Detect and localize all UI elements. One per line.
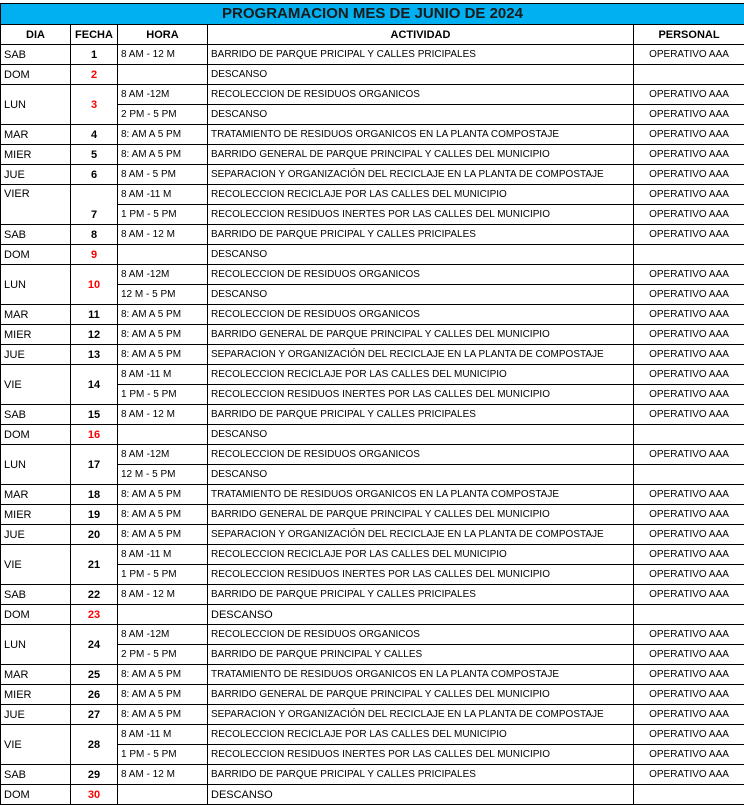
table-row — [1, 665, 744, 685]
date-cell: 3 — [71, 85, 118, 125]
activity-cell: TRATAMIENTO DE RESIDUOS ORGANICOS EN LA PLANTA COMPOSTAJE — [208, 125, 634, 145]
table-row — [1, 785, 744, 805]
table-row — [1, 585, 744, 605]
date-cell: 11 — [71, 305, 118, 325]
day-cell: MIER — [1, 325, 71, 345]
date-cell: 16 — [71, 425, 118, 445]
day-cell: MAR — [1, 125, 71, 145]
time-cell: 8 AM -11 M — [118, 365, 208, 385]
day-cell: DOM — [1, 245, 71, 265]
time-cell: 2 PM - 5 PM — [118, 105, 208, 125]
day-cell: DOM — [1, 65, 71, 85]
time-cell: 8 AM - 12 M — [118, 765, 208, 785]
day-cell: VIE — [1, 725, 71, 765]
date-cell: 29 — [71, 765, 118, 785]
date-cell: 9 — [71, 245, 118, 265]
staff-cell: OPERATIVO AAA — [634, 505, 744, 525]
day-cell: LUN — [1, 445, 71, 485]
activity-cell: TRATAMIENTO DE RESIDUOS ORGANICOS EN LA PLANTA COMPOSTAJE — [208, 665, 634, 685]
staff-cell: OPERATIVO AAA — [634, 285, 744, 305]
table-row — [1, 225, 744, 245]
staff-cell: OPERATIVO AAA — [634, 365, 744, 385]
table-row — [1, 605, 744, 625]
day-cell: LUN — [1, 85, 71, 125]
day-cell: MAR — [1, 665, 71, 685]
staff-cell: OPERATIVO AAA — [634, 685, 744, 705]
activity-cell: BARRIDO DE PARQUE PRINCIPAL Y CALLES — [208, 645, 634, 665]
date-cell: 21 — [71, 545, 118, 585]
activity-cell: BARRIDO DE PARQUE PRICIPAL Y CALLES PRICIPALES — [208, 405, 634, 425]
time-cell: 8: AM A 5 PM — [118, 685, 208, 705]
table-row — [1, 405, 744, 425]
header-actividad: ACTIVIDAD — [208, 25, 634, 45]
time-cell: 8: AM A 5 PM — [118, 525, 208, 545]
activity-cell: BARRIDO GENERAL DE PARQUE PRINCIPAL Y CALLES DEL MUNICIPIO — [208, 685, 634, 705]
table-row — [1, 765, 744, 785]
time-cell: 8 AM -12M — [118, 85, 208, 105]
activity-cell: RECOLECCION RECICLAJE POR LAS CALLES DEL MUNICIPIO — [208, 725, 634, 745]
activity-cell: RECOLECCION RESIDUOS INERTES POR LAS CALLES DEL MUNICIPIO — [208, 385, 634, 405]
time-cell: 1 PM - 5 PM — [118, 205, 208, 225]
activity-cell: TRATAMIENTO DE RESIDUOS ORGANICOS EN LA PLANTA COMPOSTAJE — [208, 485, 634, 505]
activity-cell: DESCANSO — [208, 245, 634, 265]
staff-cell: OPERATIVO AAA — [634, 665, 744, 685]
date-cell: 20 — [71, 525, 118, 545]
time-cell: 12 M - 5 PM — [118, 465, 208, 485]
date-cell: 4 — [71, 125, 118, 145]
table-row — [1, 305, 744, 325]
date-cell: 27 — [71, 705, 118, 725]
staff-cell: OPERATIVO AAA — [634, 445, 744, 465]
activity-cell: BARRIDO GENERAL DE PARQUE PRINCIPAL Y CALLES DEL MUNICIPIO — [208, 325, 634, 345]
activity-cell: SEPARACION Y ORGANIZACIÓN DEL RECICLAJE EN LA PLANTA DE COMPOSTAJE — [208, 525, 634, 545]
time-cell: 8: AM A 5 PM — [118, 325, 208, 345]
staff-cell: OPERATIVO AAA — [634, 565, 744, 585]
header-hora: HORA — [118, 25, 208, 45]
activity-cell: RECOLECCION DE RESIDUOS ORGANICOS — [208, 625, 634, 645]
day-cell: SAB — [1, 585, 71, 605]
activity-cell: BARRIDO DE PARQUE PRICIPAL Y CALLES PRICIPALES — [208, 225, 634, 245]
staff-cell: OPERATIVO AAA — [634, 345, 744, 365]
staff-cell: OPERATIVO AAA — [634, 265, 744, 285]
date-cell: 1 — [71, 45, 118, 65]
day-cell: DOM — [1, 425, 71, 445]
staff-cell: OPERATIVO AAA — [634, 85, 744, 105]
day-cell: JUE — [1, 525, 71, 545]
staff-cell: OPERATIVO AAA — [634, 125, 744, 145]
day-cell: JUE — [1, 345, 71, 365]
staff-cell — [634, 65, 744, 85]
table-row — [1, 265, 744, 285]
header-fecha: FECHA — [71, 25, 118, 45]
day-cell: MIER — [1, 505, 71, 525]
day-cell: SAB — [1, 45, 71, 65]
date-cell: 6 — [71, 165, 118, 185]
staff-cell: OPERATIVO AAA — [634, 305, 744, 325]
activity-cell: SEPARACION Y ORGANIZACIÓN DEL RECICLAJE EN LA PLANTA DE COMPOSTAJE — [208, 345, 634, 365]
time-cell — [118, 65, 208, 85]
activity-cell: RECOLECCION DE RESIDUOS ORGANICOS — [208, 305, 634, 325]
time-cell: 8: AM A 5 PM — [118, 485, 208, 505]
table-row — [1, 685, 744, 705]
staff-cell: OPERATIVO AAA — [634, 525, 744, 545]
time-cell: 12 M - 5 PM — [118, 285, 208, 305]
day-cell: MAR — [1, 485, 71, 505]
time-cell: 2 PM - 5 PM — [118, 645, 208, 665]
staff-cell: OPERATIVO AAA — [634, 225, 744, 245]
staff-cell — [634, 465, 744, 485]
time-cell — [118, 605, 208, 625]
table-row — [1, 525, 744, 545]
date-cell: 25 — [71, 665, 118, 685]
activity-cell: DESCANSO — [208, 465, 634, 485]
time-cell: 1 PM - 5 PM — [118, 745, 208, 765]
time-cell: 1 PM - 5 PM — [118, 565, 208, 585]
staff-cell: OPERATIVO AAA — [634, 165, 744, 185]
day-cell: MIER — [1, 685, 71, 705]
time-cell: 8 AM - 12 M — [118, 45, 208, 65]
time-cell — [118, 245, 208, 265]
table-row — [1, 425, 744, 445]
table-row — [1, 125, 744, 145]
time-cell: 8 AM -12M — [118, 445, 208, 465]
time-cell: 8: AM A 5 PM — [118, 505, 208, 525]
time-cell: 8 AM - 12 M — [118, 225, 208, 245]
date-cell: 13 — [71, 345, 118, 365]
day-cell: VIE — [1, 365, 71, 405]
day-cell: SAB — [1, 405, 71, 425]
day-cell: SAB — [1, 225, 71, 245]
staff-cell: OPERATIVO AAA — [634, 145, 744, 165]
day-cell: DOM — [1, 605, 71, 625]
date-cell: 22 — [71, 585, 118, 605]
table-row — [1, 245, 744, 265]
staff-cell: OPERATIVO AAA — [634, 45, 744, 65]
activity-cell: DESCANSO — [208, 285, 634, 305]
table-row — [1, 45, 744, 65]
staff-cell: OPERATIVO AAA — [634, 385, 744, 405]
staff-cell: OPERATIVO AAA — [634, 325, 744, 345]
day-cell: LUN — [1, 625, 71, 665]
time-cell: 8 AM - 12 M — [118, 585, 208, 605]
staff-cell: OPERATIVO AAA — [634, 205, 744, 225]
time-cell: 8: AM A 5 PM — [118, 125, 208, 145]
day-cell: SAB — [1, 765, 71, 785]
time-cell: 8 AM -12M — [118, 265, 208, 285]
activity-cell: DESCANSO — [208, 785, 634, 805]
activity-cell: BARRIDO DE PARQUE PRICIPAL Y CALLES PRICIPALES — [208, 765, 634, 785]
time-cell — [118, 425, 208, 445]
activity-cell: RECOLECCION RESIDUOS INERTES POR LAS CALLES DEL MUNICIPIO — [208, 565, 634, 585]
schedule-table — [0, 3, 744, 805]
table-row — [1, 725, 744, 745]
activity-cell: BARRIDO DE PARQUE PRICIPAL Y CALLES PRICIPALES — [208, 45, 634, 65]
activity-cell: RECOLECCION RECICLAJE POR LAS CALLES DEL MUNICIPIO — [208, 185, 634, 205]
date-cell: 17 — [71, 445, 118, 485]
table-row — [1, 625, 744, 645]
date-cell: 15 — [71, 405, 118, 425]
date-cell: 23 — [71, 605, 118, 625]
table-row — [1, 505, 744, 525]
date-cell: 2 — [71, 65, 118, 85]
time-cell: 8 AM -11 M — [118, 185, 208, 205]
time-cell: 8: AM A 5 PM — [118, 305, 208, 325]
day-cell: LUN — [1, 265, 71, 305]
date-cell: 24 — [71, 625, 118, 665]
activity-cell: RECOLECCION RECICLAJE POR LAS CALLES DEL MUNICIPIO — [208, 365, 634, 385]
table-row — [1, 345, 744, 365]
staff-cell: OPERATIVO AAA — [634, 405, 744, 425]
activity-cell: RECOLECCION DE RESIDUOS ORGANICOS — [208, 445, 634, 465]
table-row — [1, 545, 744, 565]
table-row — [1, 85, 744, 105]
staff-cell: OPERATIVO AAA — [634, 625, 744, 645]
date-cell: 26 — [71, 685, 118, 705]
time-cell: 8: AM A 5 PM — [118, 665, 208, 685]
day-cell: VIE — [1, 545, 71, 585]
staff-cell: OPERATIVO AAA — [634, 705, 744, 725]
date-cell: 12 — [71, 325, 118, 345]
time-cell — [118, 785, 208, 805]
staff-cell: OPERATIVO AAA — [634, 485, 744, 505]
time-cell: 8 AM -12M — [118, 625, 208, 645]
activity-cell: RECOLECCION DE RESIDUOS ORGANICOS — [208, 85, 634, 105]
table-row — [1, 185, 744, 205]
table-row — [1, 445, 744, 465]
date-cell: 8 — [71, 225, 118, 245]
header-personal: PERSONAL — [634, 25, 744, 45]
time-cell: 8: AM A 5 PM — [118, 705, 208, 725]
staff-cell — [634, 245, 744, 265]
date-cell: 30 — [71, 785, 118, 805]
table-row — [1, 325, 744, 345]
staff-cell: OPERATIVO AAA — [634, 745, 744, 765]
date-cell: 5 — [71, 145, 118, 165]
header-dia: DIA — [1, 25, 71, 45]
table-row — [1, 145, 744, 165]
activity-cell: SEPARACION Y ORGANIZACIÓN DEL RECICLAJE EN LA PLANTA DE COMPOSTAJE — [208, 705, 634, 725]
staff-cell: OPERATIVO AAA — [634, 765, 744, 785]
page-title: PROGRAMACION MES DE JUNIO DE 2024 — [1, 4, 744, 25]
day-cell: JUE — [1, 705, 71, 725]
activity-cell: BARRIDO GENERAL DE PARQUE PRINCIPAL Y CALLES DEL MUNICIPIO — [208, 505, 634, 525]
date-cell: 19 — [71, 505, 118, 525]
table-row — [1, 365, 744, 385]
time-cell: 8 AM - 12 M — [118, 405, 208, 425]
date-cell: 10 — [71, 265, 118, 305]
date-cell: 7 — [71, 185, 118, 225]
activity-cell: SEPARACION Y ORGANIZACIÓN DEL RECICLAJE EN LA PLANTA DE COMPOSTAJE — [208, 165, 634, 185]
time-cell: 8 AM -11 M — [118, 545, 208, 565]
activity-cell: RECOLECCION RESIDUOS INERTES POR LAS CALLES DEL MUNICIPIO — [208, 745, 634, 765]
time-cell: 8: AM A 5 PM — [118, 345, 208, 365]
table-row — [1, 65, 744, 85]
staff-cell — [634, 425, 744, 445]
day-cell: MIER — [1, 145, 71, 165]
day-cell: JUE — [1, 165, 71, 185]
staff-cell: OPERATIVO AAA — [634, 585, 744, 605]
day-cell: VIER — [1, 185, 71, 225]
activity-cell: DESCANSO — [208, 605, 634, 625]
activity-cell: BARRIDO DE PARQUE PRICIPAL Y CALLES PRICIPALES — [208, 585, 634, 605]
staff-cell — [634, 785, 744, 805]
table-row — [1, 705, 744, 725]
time-cell: 8 AM - 5 PM — [118, 165, 208, 185]
table-row — [1, 485, 744, 505]
time-cell: 8 AM -11 M — [118, 725, 208, 745]
activity-cell: DESCANSO — [208, 425, 634, 445]
day-cell: MAR — [1, 305, 71, 325]
activity-cell: RECOLECCION RECICLAJE POR LAS CALLES DEL MUNICIPIO — [208, 545, 634, 565]
activity-cell: RECOLECCION DE RESIDUOS ORGANICOS — [208, 265, 634, 285]
time-cell: 1 PM - 5 PM — [118, 385, 208, 405]
staff-cell: OPERATIVO AAA — [634, 105, 744, 125]
date-cell: 28 — [71, 725, 118, 765]
activity-cell: DESCANSO — [208, 105, 634, 125]
time-cell: 8: AM A 5 PM — [118, 145, 208, 165]
day-cell: DOM — [1, 785, 71, 805]
staff-cell: OPERATIVO AAA — [634, 645, 744, 665]
date-cell: 14 — [71, 365, 118, 405]
activity-cell: DESCANSO — [208, 65, 634, 85]
table-row — [1, 165, 744, 185]
activity-cell: RECOLECCION RESIDUOS INERTES POR LAS CALLES DEL MUNICIPIO — [208, 205, 634, 225]
activity-cell: BARRIDO GENERAL DE PARQUE PRINCIPAL Y CALLES DEL MUNICIPIO — [208, 145, 634, 165]
staff-cell: OPERATIVO AAA — [634, 725, 744, 745]
staff-cell: OPERATIVO AAA — [634, 545, 744, 565]
date-cell: 18 — [71, 485, 118, 505]
schedule-body — [1, 45, 744, 805]
staff-cell — [634, 605, 744, 625]
staff-cell: OPERATIVO AAA — [634, 185, 744, 205]
